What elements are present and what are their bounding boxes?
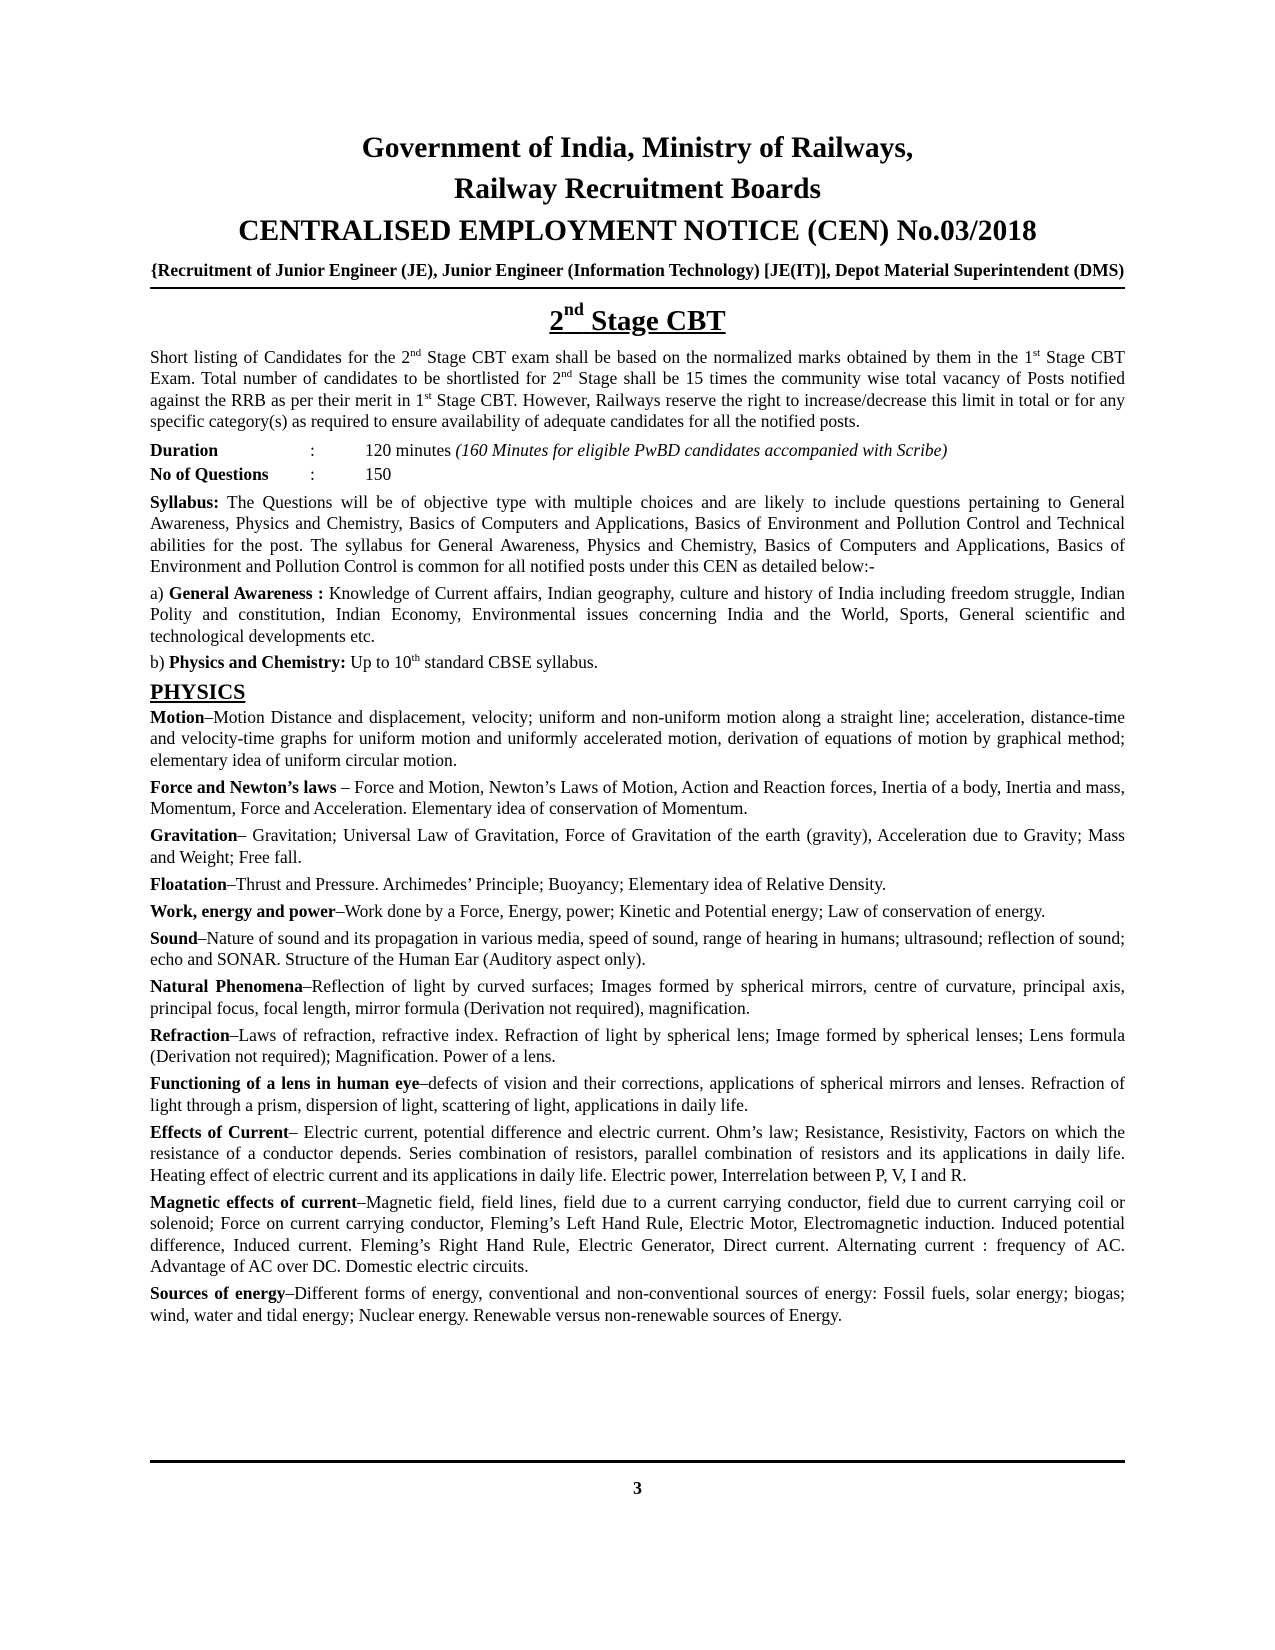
pc-prefix: b)	[150, 652, 169, 673]
pc-sup: th	[411, 652, 421, 665]
topic-paragraph	[150, 707, 1125, 772]
syllabus-label: Syllabus:	[150, 491, 220, 512]
topic-title: Effects of Current	[150, 1121, 289, 1142]
topic-text: –defects of vision and their corrections, applications of spherical mirrors and lenses. Refraction of light through a prism, dispersion of light, scattering of light, applications in daily life.	[150, 1073, 1125, 1115]
topic-paragraph	[150, 901, 1125, 923]
topic-text: –Thrust and Pressure. Archimedes’ Principle; Buoyancy; Elementary idea of Relative Density.	[226, 873, 887, 894]
topic-paragraph	[150, 928, 1125, 971]
ga-label: General Awareness :	[168, 582, 324, 603]
topic-text: –Nature of sound and its propagation in various media, speed of sound, range of hearing in humans; ultrasound; reflection of sound; echo and SONAR. Structure of the Human Ear (Auditory aspect only).	[150, 927, 1125, 970]
topic-paragraph	[150, 1025, 1125, 1068]
intro-text-2: Stage CBT exam shall be based on the normalized marks obtained by them in the 1	[421, 346, 1033, 367]
topic-text: –Work done by a Force, Energy, power; Kinetic and Potential energy; Law of conservation of energy.	[335, 900, 1046, 921]
questions-row	[150, 462, 1125, 486]
topic-paragraph	[150, 1192, 1125, 1278]
topic-paragraph	[150, 1122, 1125, 1187]
duration-colon: :	[310, 439, 315, 460]
general-awareness-paragraph	[150, 583, 1125, 648]
intro-text-5: Stage CBT. However, Railways reserve the right to increase/decrease this limit in total or for any specific category(s) as required to ensure availability of adequate candidates for all the notified posts.	[150, 389, 1125, 432]
questions-label: No of Questions	[150, 463, 269, 484]
page-number: 3	[633, 1478, 642, 1498]
topic-title: Sources of energy	[150, 1283, 286, 1304]
physics-heading: PHYSICS	[150, 678, 246, 704]
stage-sup: nd	[563, 299, 584, 319]
topic-text: –Motion Distance and displacement, velocity; uniform and non-uniform motion along a straight line; acceleration, distance-time and velocity-time graphs for uniform motion and uniformly accelerated motion, derivation of equations of motion by graphical method; elementary idea of uniform circular motion.	[150, 706, 1125, 770]
document-page	[150, 128, 1125, 1332]
pc-text-2: standard CBSE syllabus.	[420, 652, 599, 673]
intro-paragraph	[150, 347, 1125, 433]
topic-title: Sound	[150, 927, 198, 948]
syllabus-paragraph	[150, 492, 1125, 578]
header-line-2: Railway Recruitment Boards	[453, 173, 822, 205]
topic-text: – Gravitation; Universal Law of Gravitation, Force of Gravitation of the earth (gravity), Acceleration due to Gravity; Mass and Weight; Free fall.	[150, 825, 1125, 867]
topic-title: Natural Phenomena	[150, 976, 303, 997]
stage-title	[150, 295, 1125, 339]
topic-paragraph	[150, 1283, 1125, 1326]
duration-label: Duration	[150, 439, 219, 460]
topic-title: Gravitation	[150, 825, 238, 846]
stage-title-text: Stage CBT	[591, 304, 726, 337]
intro-sup-3: nd	[561, 368, 573, 381]
intro-text-1: Short listing of Candidates for the 2	[150, 346, 411, 367]
topic-title: Magnetic effects of current	[150, 1191, 358, 1212]
header-line-1: Government of India, Ministry of Railways,	[361, 132, 914, 164]
footer-divider	[150, 1460, 1125, 1463]
topic-paragraph	[150, 976, 1125, 1019]
header-divider	[150, 287, 1125, 289]
header-subtitle: {Recruitment of Junior Engineer (JE), Junior Engineer (Information Technology) [JE(IT)], Depot Material Superintendent (DMS)	[150, 260, 1125, 280]
header-line-3: CENTRALISED EMPLOYMENT NOTICE (CEN) No.03/2018	[238, 215, 1037, 247]
topic-title: Floatation	[150, 873, 227, 894]
topic-paragraph	[150, 777, 1125, 820]
topic-title: Functioning of a lens in human eye	[150, 1073, 420, 1094]
stage-number: 2	[549, 304, 564, 337]
ga-text: Knowledge of Current affairs, Indian geography, culture and history of India including freedom struggle, Indian Polity and constitution, Indian Economy, Environmental issues concerning India and the World, Sports, General scientific and technological developments etc.	[150, 582, 1125, 646]
questions-value: 150	[365, 463, 392, 484]
intro-sup-1: nd	[410, 346, 422, 359]
ga-prefix: a)	[150, 582, 169, 603]
topic-title: Force and Newton’s laws	[150, 776, 337, 797]
topic-paragraph	[150, 874, 1125, 896]
duration-row	[150, 438, 1125, 462]
duration-value: 120 minutes	[365, 439, 456, 460]
intro-text-4: Stage shall be 15 times the community wise total vacancy of Posts notified against the RRB as per their merit in 1	[150, 368, 1125, 410]
topic-text: – Force and Motion, Newton’s Laws of Motion, Action and Reaction forces, Inertia of a body, Inertia and mass, Momentum, Force and Acceleration. Elementary idea of conservation of Momentum.	[150, 776, 1125, 819]
topic-title: Refraction	[150, 1024, 230, 1045]
intro-sup-4: st	[424, 389, 432, 402]
topic-paragraph	[150, 825, 1125, 868]
topic-title: Motion	[150, 706, 205, 727]
topic-text: –Reflection of light by curved surfaces; Images formed by spherical mirrors, centre of curvature, principal axis, principal focus, focal length, mirror formula (Derivation not required), magnification.	[150, 976, 1125, 1018]
duration-note: (160 Minutes for eligible PwBD candidates accompanied with Scribe)	[455, 439, 948, 460]
pc-label: Physics and Chemistry:	[168, 652, 346, 673]
intro-text-3: Stage CBT Exam. Total number of candidates to be shortlisted for 2	[150, 346, 1125, 389]
topic-text: –Laws of refraction, refractive index. Refraction of light by spherical lens; Image formed by spherical lenses; Lens formula (Derivation not required); Magnification. Power of a lens.	[150, 1024, 1125, 1067]
physics-chemistry-paragraph	[150, 652, 1125, 674]
pc-text: Up to 10	[345, 652, 412, 673]
intro-sup-2: st	[1032, 346, 1041, 359]
topic-paragraph	[150, 1073, 1125, 1116]
topic-text: –Magnetic field, field lines, field due to a current carrying conductor, field due to current carrying coil or solenoid; Force on current carrying conductor, Fleming’s Left Hand Rule, Electric Motor, Electromagnetic induction. Induced potential difference, Induced current. Fleming’s Right Hand Rule, Electric Generator, Direct current. Alternating current : frequency of AC. Advantage of AC over DC. Domestic electric circuits.	[150, 1191, 1125, 1277]
topic-text: –Different forms of energy, conventional and non-conventional sources of energy: Fossil fuels, solar energy; biogas; wind, water and tidal energy; Nuclear energy. Renewable versus non-renewable sources of Energy.	[150, 1283, 1125, 1325]
topic-text: – Electric current, potential difference and electric current. Ohm’s law; Resistance, Resistivity, Factors on which the resistance of a conductor depends. Series combination of resistors, parallel combination of resistors and its applications in daily life. Heating effect of electric current and its applications in daily life. Electric power, Interrelation between P, V, I and R.	[150, 1121, 1125, 1185]
syllabus-text: The Questions will be of objective type with multiple choices and are likely to include questions pertaining to General Awareness, Physics and Chemistry, Basics of Computers and Applications, Basics of Environment and Pollution Control and Technical abilities for the post. The syllabus for General Awareness, Physics and Chemistry, Basics of Computers and Applications, Basics of Environment and Pollution Control is common for all notified posts under this CEN as detailed below:-	[150, 491, 1125, 577]
questions-colon: :	[310, 463, 315, 484]
topic-title: Work, energy and power	[150, 900, 336, 921]
